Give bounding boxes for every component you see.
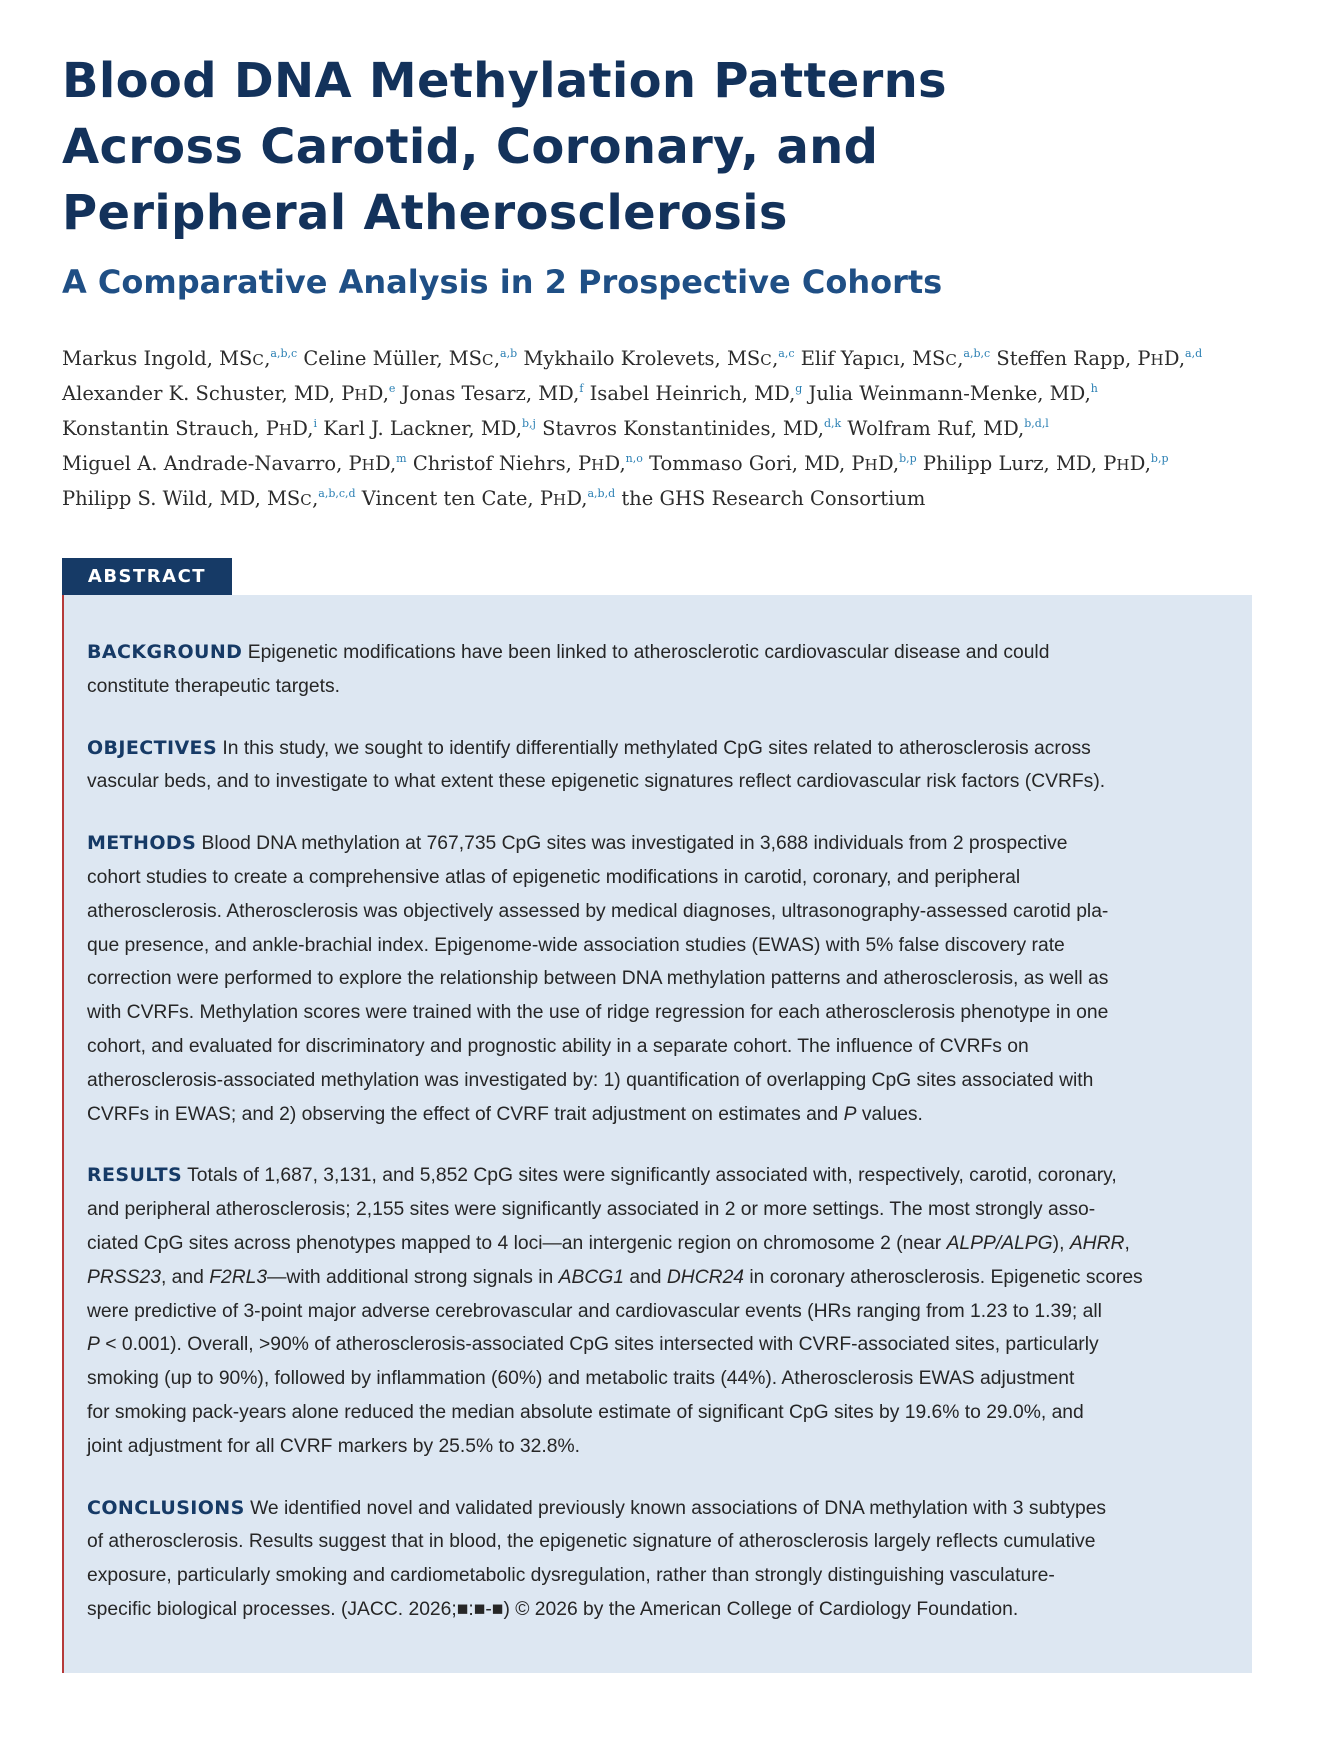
- author-name: Mykhailo Krolevets, MSC,$^{a,c}$: [523, 347, 795, 370]
- methods-line-8: atherosclerosis-associated methylation was investigated by: 1) quantification of overlapping CpG sites associated with: [87, 1069, 1094, 1091]
- background-line-1: Epigenetic modifications have been linked to atherosclerotic cardiovascular disease and could: [247, 642, 1050, 663]
- author-line-5: [62, 482, 1272, 517]
- methods-line-9: CVRFs in EWAS; and 2) observing the effect of CVRF trait adjustment on estimates and: [87, 1103, 844, 1125]
- author-line-4: [62, 447, 1272, 482]
- affiliation-superscript: d,k: [823, 417, 842, 430]
- affiliation-superscript: b,p: [1150, 452, 1169, 465]
- affiliation-superscript: i: [313, 417, 317, 430]
- author-list: [62, 342, 1272, 517]
- affiliation-superscript: a,d: [1185, 347, 1203, 360]
- affiliation-superscript: h: [1090, 382, 1098, 395]
- methods-line-6: with CVRFs. Methylation scores were trained with the use of ridge regression for each atherosclerosis phenotype in one: [87, 1002, 1109, 1024]
- title-line-1: Blood DNA Methylation Patterns: [62, 53, 947, 109]
- abstract-background: [87, 636, 1247, 704]
- results-line-4: PRSS23, and F2RL3—with additional strong signals in ABCG1 and DHCR24 in coronary atherosclerosis. Epigenetic scores: [87, 1266, 1143, 1288]
- results-line-1: Totals of 1,687, 3,131, and 5,852 CpG sites were significantly associated with, respectively, carotid, coronary,: [187, 1165, 1117, 1187]
- author-name: Philipp Lurz, MD, PHD,$^{b,p}$: [922, 452, 1169, 475]
- methods-line-7: cohort, and evaluated for discriminatory and prognostic ability in a separate cohort. The influence of CVRFs on: [87, 1035, 1029, 1057]
- author-name: Isabel Heinrich, MD,$^g$: [589, 382, 803, 405]
- title-line-2: Across Carotid, Coronary, and: [62, 119, 879, 175]
- author-name: Philipp S. Wild, MD, MSC,$^{a,b,c,d}$: [62, 487, 356, 510]
- author-name: Karl J. Lackner, MD,$^{b,j}$: [323, 417, 536, 440]
- author-name: Steffen Rapp, PHD,$^{a,d}$: [996, 347, 1203, 370]
- conclusions-line-1: We identified novel and validated previously known associations of DNA methylation with 3 subtypes: [250, 1497, 1107, 1519]
- author-line-1: [62, 342, 1272, 377]
- abstract-conclusions: [87, 1492, 1247, 1627]
- results-line-5: were predictive of 3-point major adverse cerebrovascular and cardiovascular events (HRs ranging from 1.23 to 1.39; all: [87, 1300, 1102, 1322]
- author-name: Elif Yapıcı, MSC,$^{a,b,c}$: [800, 347, 991, 370]
- consortium-name: the GHS Research Consortium: [621, 487, 926, 510]
- affiliation-superscript: m: [396, 452, 407, 465]
- affiliation-superscript: b,j: [521, 417, 536, 430]
- conclusions-line-3: exposure, particularly smoking and cardiometabolic dysregulation, rather than strongly distinguishing vasculature-: [87, 1565, 1055, 1587]
- abstract-methods: [87, 827, 1247, 1131]
- results-heading: RESULTS: [87, 1164, 183, 1187]
- objectives-line-1: In this study, we sought to identify differentially methylated CpG sites related to atherosclerosis across: [222, 737, 1091, 759]
- methods-line-5: correction were performed to explore the relationship between DNA methylation patterns and atherosclerosis, as well as: [87, 968, 1109, 990]
- author-name: Jonas Tesarz, MD,$^f$: [401, 382, 584, 405]
- affiliation-superscript: a,b: [500, 347, 518, 360]
- results-line-2: and peripheral atherosclerosis; 2,155 sites were significantly associated in 2 or more settings. The most strongly asso-: [87, 1199, 1096, 1221]
- author-name: Miguel A. Andrade-Navarro, PHD,$^m$: [62, 452, 407, 475]
- author-name: Celine Müller, MSC,$^{a,b}$: [303, 347, 518, 370]
- article-subtitle: A Comparative Analysis in 2 Prospective Cohorts: [62, 263, 943, 301]
- conclusions-heading: CONCLUSIONS: [87, 1496, 245, 1519]
- author-name: Julia Weinmann-Menke, MD,$^h$: [808, 382, 1098, 405]
- abstract-tab-label: ABSTRACT: [62, 558, 232, 595]
- author-name: Christof Niehrs, PHD,$^{n,o}$: [412, 452, 643, 475]
- abstract-results: [87, 1159, 1247, 1463]
- author-name: Tommaso Gori, MD, PHD,$^{b,p}$: [649, 452, 917, 475]
- results-line-3: ciated CpG sites across phenotypes mapped to 4 loci—an intergenic region on chromosome 2 (near ALPP/ALPG), AHRR,: [87, 1232, 1130, 1254]
- affiliation-superscript: f: [579, 382, 584, 395]
- conclusions-line-2: of atherosclerosis. Results suggest that in blood, the epigenetic signature of atherosclerosis largely reflects cumulative: [87, 1531, 1096, 1553]
- background-line-2: constitute therapeutic targets.: [87, 675, 340, 697]
- article-title: [62, 48, 1182, 246]
- author-name: Markus Ingold, MSC,$^{a,b,c}$: [62, 347, 298, 370]
- title-line-3: Peripheral Atherosclerosis: [62, 185, 788, 241]
- author-name: Alexander K. Schuster, MD, PHD,$^e$: [62, 382, 396, 405]
- methods-line-2: cohort studies to create a comprehensive atlas of epigenetic modifications in carotid, coronary, and peripheral: [87, 866, 1021, 888]
- methods-line-1: Blood DNA methylation at 767,735 CpG sites was investigated in 3,688 individuals from 2 prospective: [201, 833, 1068, 855]
- affiliation-superscript: a,b,d: [587, 487, 616, 500]
- conclusions-line-4: specific biological processes. (JACC. 2026;■:■-■) © 2026 by the American College of Cardiology Foundation.: [87, 1598, 1019, 1620]
- affiliation-superscript: b,p: [899, 452, 917, 465]
- results-line-9: joint adjustment for all CVRF markers by 25.5% to 32.8%.: [87, 1435, 580, 1457]
- methods-p-italic: P: [843, 1103, 857, 1125]
- abstract-objectives: [87, 732, 1247, 800]
- background-heading: BACKGROUND: [87, 641, 243, 663]
- author-name: Konstantin Strauch, PHD,$^i$: [62, 417, 317, 440]
- affiliation-superscript: a,b,c,d: [318, 487, 356, 500]
- results-line-8: for smoking pack-years alone reduced the median absolute estimate of significant CpG sites by 19.6% to 29.0%, and: [87, 1401, 1084, 1423]
- affiliation-superscript: a,b,c: [270, 347, 298, 360]
- methods-line-4: que presence, and ankle-brachial index. Epigenome-wide association studies (EWAS) with 5% false discovery rate: [87, 934, 1065, 956]
- objectives-heading: OBJECTIVES: [87, 736, 218, 759]
- affiliation-superscript: b,d,l: [1024, 417, 1049, 430]
- results-line-6: P < 0.001). Overall, >90% of atherosclerosis-associated CpG sites intersected with CVRF-associated sites, particularly: [87, 1334, 1099, 1356]
- methods-line-9-tail: values.: [856, 1103, 923, 1125]
- affiliation-superscript: a,b,c: [963, 347, 991, 360]
- author-name: Wolfram Ruf, MD,$^{b,d,l}$: [847, 417, 1049, 440]
- objectives-line-2: vascular beds, and to investigate to what extent these epigenetic signatures reflect cardiovascular risk factors (CVRFs).: [87, 771, 1106, 793]
- author-line-3: [62, 412, 1272, 447]
- affiliation-superscript: e: [388, 382, 396, 395]
- abstract-text: [87, 636, 1247, 1655]
- affiliation-superscript: g: [795, 382, 803, 395]
- methods-heading: METHODS: [87, 832, 197, 855]
- author-name: Vincent ten Cate, PHD,$^{a,b,d}$: [361, 487, 616, 510]
- author-name: Stavros Konstantinides, MD,$^{d,k}$: [542, 417, 842, 440]
- methods-line-3: atherosclerosis. Atherosclerosis was objectively assessed by medical diagnoses, ultrasonography-assessed carotid pla-: [87, 900, 1109, 922]
- affiliation-superscript: n,o: [625, 452, 643, 465]
- affiliation-superscript: a,c: [778, 347, 795, 360]
- author-line-2: [62, 377, 1272, 412]
- results-line-7: smoking (up to 90%), followed by inflammation (60%) and metabolic traits (44%). Atherosclerosis EWAS adjustment: [87, 1368, 1075, 1390]
